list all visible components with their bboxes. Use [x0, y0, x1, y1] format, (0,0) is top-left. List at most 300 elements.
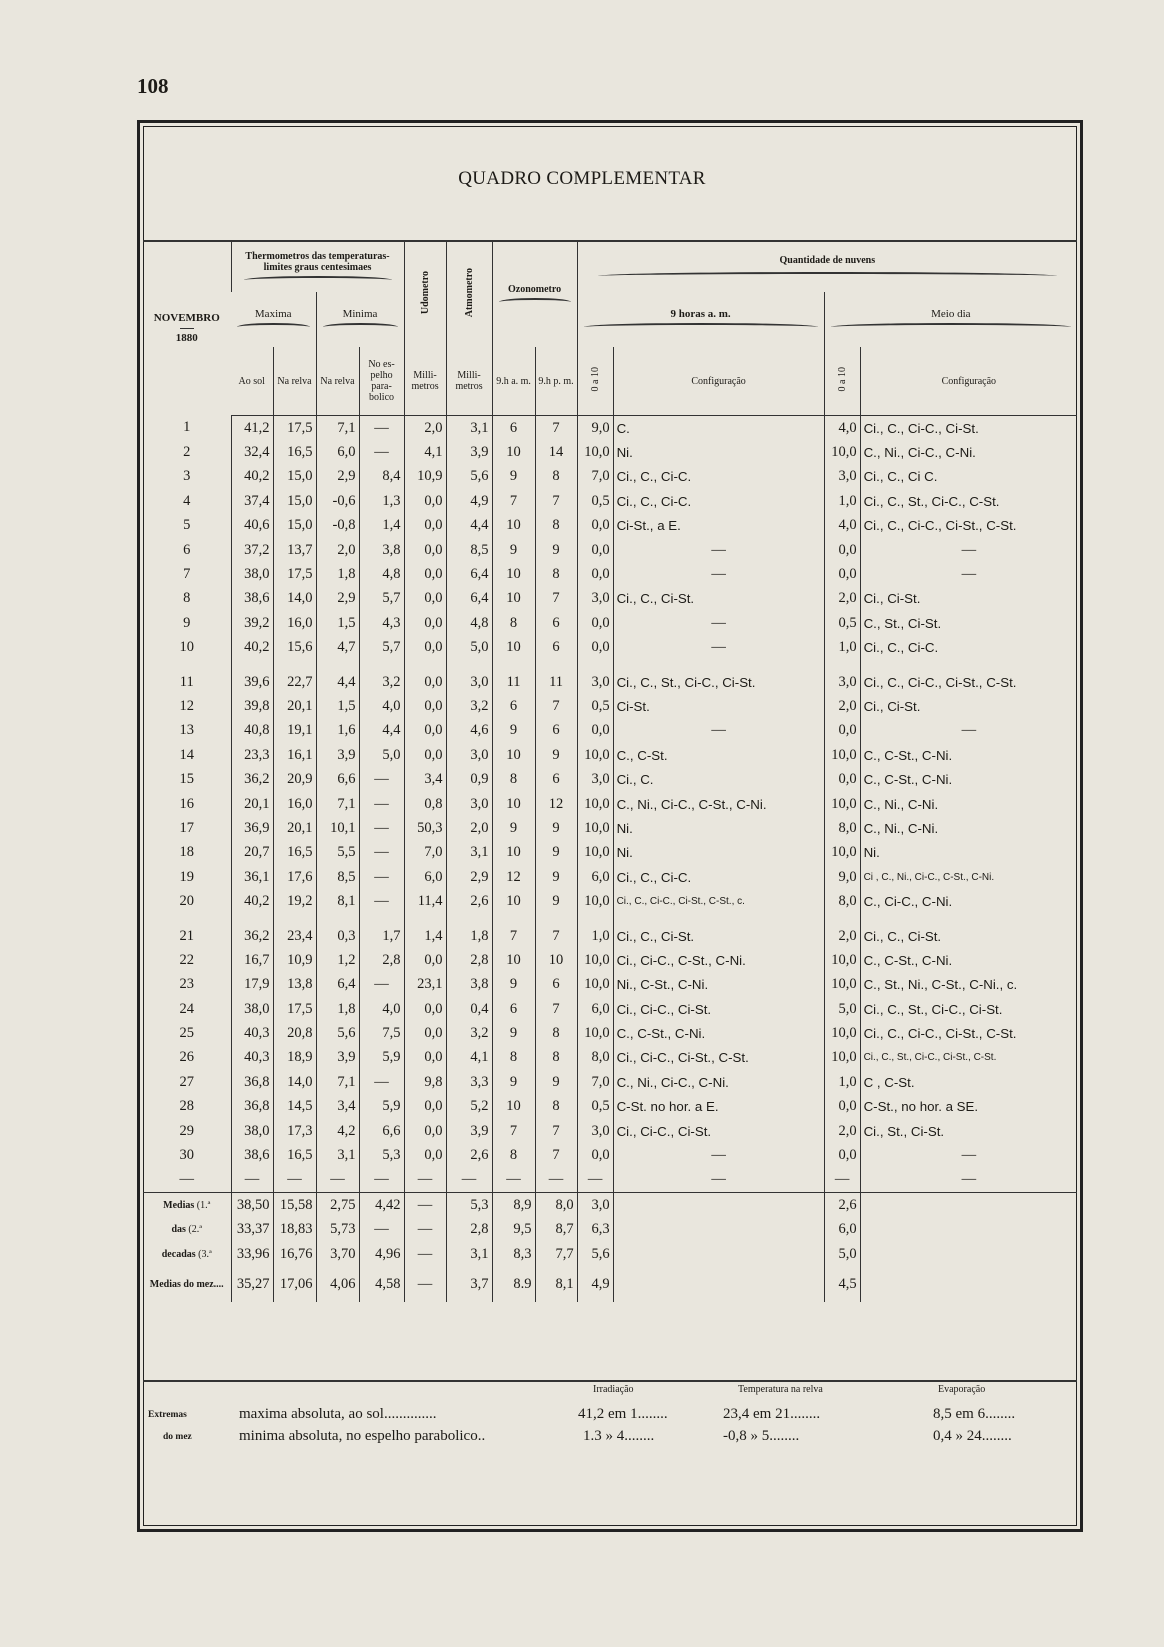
cell-config-md: C., C-St., C-Ni.: [860, 743, 1077, 767]
cell-atmometro: 2,0: [446, 816, 492, 840]
cell-ao-sol: 36,2: [231, 767, 273, 791]
cell-espelho: 2,8: [359, 948, 404, 972]
cell-udometro: 0,0: [404, 948, 446, 972]
mez-mean-cell: 8.9: [492, 1266, 535, 1302]
cell-oz-am: 7: [492, 924, 535, 948]
cell-espelho: 4,4: [359, 719, 404, 743]
decade-mean-row: [143, 1242, 1077, 1266]
cell-na-relva-min: -0,8: [316, 514, 359, 538]
cell-udometro: 0,0: [404, 489, 446, 513]
cell-config-am: Ni.: [613, 816, 824, 840]
cell-nuvens-md: 4,0: [824, 514, 860, 538]
cell-na-relva-max: 13,7: [273, 538, 316, 562]
col-temp-relva: Temperatura na relva: [738, 1384, 823, 1395]
cell-na-relva-min: 4,4: [316, 670, 359, 694]
table-row: [143, 973, 1077, 997]
mean-cell: 3,70: [316, 1242, 359, 1266]
cell-atmometro: 2,6: [446, 889, 492, 913]
max-evaporacao: 8,5 em 6........: [933, 1406, 1016, 1422]
cell-nuvens-am: 0,5: [577, 1095, 613, 1119]
cell-config-am: Ci., Ci-C., Ci-St.: [613, 997, 824, 1021]
cell-espelho: 5,9: [359, 1046, 404, 1070]
cell-espelho: —: [359, 816, 404, 840]
mean-cell: 2,6: [824, 1193, 860, 1218]
cell-config-am: Ni., C-St., C-Ni.: [613, 973, 824, 997]
cell-oz-pm: 7: [535, 489, 577, 513]
mean-cell: —: [404, 1242, 446, 1266]
cell-na-relva-max: 16,1: [273, 743, 316, 767]
cell-na-relva-min: -0,6: [316, 489, 359, 513]
col-0a10-md: 0 a 10: [836, 367, 848, 392]
cell-ao-sol: 37,4: [231, 489, 273, 513]
cell-day: 7: [183, 566, 191, 583]
cell-na-relva-max: 22,7: [273, 670, 316, 694]
table-row: [143, 440, 1077, 464]
cell-nuvens-am: 8,0: [577, 1046, 613, 1070]
cell-oz-am: 9: [492, 973, 535, 997]
cell-config-md: Ci., St., Ci-St.: [860, 1119, 1077, 1143]
cell-atmometro: 0,4: [446, 997, 492, 1021]
cell-ao-sol: 36,8: [231, 1095, 273, 1119]
cell-atmometro: 3,8: [446, 973, 492, 997]
medias-label: das: [171, 1224, 186, 1236]
mean-cell: 5,6: [577, 1242, 613, 1266]
cell-config-am: C., Ni., Ci-C., C-St., C-Ni.: [613, 792, 824, 816]
table-row: [143, 841, 1077, 865]
col-milli-udo: Milli-metros: [404, 347, 446, 416]
cell-oz-pm: 6: [535, 719, 577, 743]
cell-oz-pm: —: [535, 1168, 577, 1193]
cell-config-md: Ci., C., Ci-St.: [860, 924, 1077, 948]
cell-ao-sol: 32,4: [231, 440, 273, 464]
cell-espelho: 7,5: [359, 1021, 404, 1045]
cell-nuvens-md: 10,0: [824, 948, 860, 972]
cell-nuvens-am: 3,0: [577, 670, 613, 694]
page-number: 108: [137, 74, 169, 98]
cell-nuvens-am: 7,0: [577, 1070, 613, 1094]
decade-mean-row: [143, 1193, 1077, 1218]
cell-day: 13: [179, 722, 194, 739]
cell-atmometro: 3,2: [446, 694, 492, 718]
cell-na-relva-min: 3,9: [316, 743, 359, 767]
cell-nuvens-md: 2,0: [824, 1119, 860, 1143]
table-row: [143, 792, 1077, 816]
cell-atmometro: 5,6: [446, 465, 492, 489]
cell-na-relva-max: 20,9: [273, 767, 316, 791]
mean-cell: 9,5: [492, 1218, 535, 1242]
cell-udometro: 23,1: [404, 973, 446, 997]
table-row: [143, 1095, 1077, 1119]
cell-config-am: Ci., Ci-C., C-St., C-Ni.: [613, 948, 824, 972]
cell-oz-am: 10: [492, 440, 535, 464]
table-row: [143, 997, 1077, 1021]
cell-nuvens-md: 10,0: [824, 841, 860, 865]
cell-nuvens-md: 3,0: [824, 670, 860, 694]
cell-nuvens-md: 10,0: [824, 1046, 860, 1070]
cell-day: —: [179, 1171, 194, 1188]
cell-day: 8: [183, 590, 191, 607]
cell-config-md: Ci., C., Ci-C., Ci-St.: [860, 416, 1077, 441]
cell-espelho: —: [359, 792, 404, 816]
cell-ao-sol: 38,0: [231, 997, 273, 1021]
cell-nuvens-md: 0,0: [824, 538, 860, 562]
cell-ao-sol: 40,2: [231, 636, 273, 660]
brace-icon: [584, 323, 818, 331]
cell-udometro: 0,0: [404, 562, 446, 586]
cell-nuvens-am: 3,0: [577, 767, 613, 791]
cell-config-am: C., C-St., C-Ni.: [613, 1021, 824, 1045]
cell-day: 9: [183, 614, 191, 631]
cell-oz-pm: 8: [535, 1046, 577, 1070]
cell-oz-am: 8: [492, 1046, 535, 1070]
do-mez-label: do mez: [163, 1432, 192, 1442]
cell-udometro: 0,0: [404, 611, 446, 635]
month-mean-row: [143, 1266, 1077, 1302]
cell-oz-pm: 7: [535, 694, 577, 718]
cell-nuvens-am: 0,0: [577, 538, 613, 562]
cell-oz-pm: 7: [535, 924, 577, 948]
cell-na-relva-max: 23,4: [273, 924, 316, 948]
cell-na-relva-min: —: [316, 1168, 359, 1193]
cell-ao-sol: 36,9: [231, 816, 273, 840]
cell-udometro: 0,0: [404, 694, 446, 718]
cell-nuvens-md: 8,0: [824, 816, 860, 840]
cell-udometro: 6,0: [404, 865, 446, 889]
cell-ao-sol: 36,2: [231, 924, 273, 948]
cell-day: 24: [179, 1000, 194, 1017]
cell-na-relva-max: 16,5: [273, 1143, 316, 1167]
cell-atmometro: 4,8: [446, 611, 492, 635]
cell-atmometro: 3,3: [446, 1070, 492, 1094]
cell-config-am: Ci., C., Ci-C.: [613, 865, 824, 889]
cell-day: 26: [179, 1049, 194, 1066]
decade-ordinal: (3.ª: [198, 1248, 212, 1260]
mean-cell: 3,1: [446, 1242, 492, 1266]
maxima-heading: Maxima: [254, 307, 292, 320]
cell-day: 4: [183, 492, 191, 509]
cell-na-relva-max: 14,5: [273, 1095, 316, 1119]
cell-nuvens-md: 4,0: [824, 416, 860, 441]
cell-nuvens-md: 9,0: [824, 865, 860, 889]
mean-cell: [613, 1218, 824, 1242]
cell-config-am: —: [613, 719, 824, 743]
cell-oz-pm: 7: [535, 1143, 577, 1167]
cell-na-relva-max: 20,1: [273, 816, 316, 840]
cell-atmometro: 4,1: [446, 1046, 492, 1070]
cell-config-md: Ci., C., Ci-C., Ci-St., C-St.: [860, 514, 1077, 538]
cell-espelho: 5,0: [359, 743, 404, 767]
cell-na-relva-min: 3,4: [316, 1095, 359, 1119]
cell-ao-sol: 40,8: [231, 719, 273, 743]
cell-nuvens-am: 6,0: [577, 865, 613, 889]
cell-ao-sol: 38,6: [231, 587, 273, 611]
medias-label: Medias: [163, 1199, 195, 1211]
cell-na-relva-min: 5,6: [316, 1021, 359, 1045]
col-na-relva-max: Na relva: [273, 347, 316, 416]
cell-na-relva-min: 1,8: [316, 562, 359, 586]
cell-day: 10: [179, 639, 194, 656]
cell-na-relva-max: 15,0: [273, 489, 316, 513]
cell-nuvens-am: 3,0: [577, 587, 613, 611]
cell-udometro: 9,8: [404, 1070, 446, 1094]
cell-udometro: 10,9: [404, 465, 446, 489]
cell-oz-pm: 9: [535, 816, 577, 840]
cell-config-am: C-St. no hor. a E.: [613, 1095, 824, 1119]
row-min-label: minima absoluta, no espelho parabolico..: [239, 1428, 486, 1444]
cell-espelho: 3,2: [359, 670, 404, 694]
month-label: NOVEMBRO: [153, 312, 220, 325]
table-row: [143, 767, 1077, 791]
cell-oz-am: 10: [492, 792, 535, 816]
cell-day: 23: [179, 976, 194, 993]
cell-nuvens-am: 3,0: [577, 1119, 613, 1143]
min-evaporacao: 0,4 » 24........: [933, 1428, 1012, 1444]
col-ao-sol: Ao sol: [231, 347, 273, 416]
cell-oz-pm: 6: [535, 611, 577, 635]
cell-ao-sol: 36,8: [231, 1070, 273, 1094]
cell-udometro: 0,0: [404, 514, 446, 538]
cell-config-md: C., Ni., Ci-C., C-Ni.: [860, 440, 1077, 464]
cell-oz-am: 10: [492, 1095, 535, 1119]
cell-nuvens-md: 2,0: [824, 587, 860, 611]
cell-espelho: —: [359, 440, 404, 464]
cell-config-am: Ci-St., a E.: [613, 514, 824, 538]
cell-oz-pm: 9: [535, 865, 577, 889]
cell-oz-pm: 11: [535, 670, 577, 694]
cell-na-relva-min: 8,5: [316, 865, 359, 889]
decade-ordinal: (1.ª: [196, 1199, 211, 1211]
cell-oz-pm: 14: [535, 440, 577, 464]
cell-oz-am: 10: [492, 587, 535, 611]
cell-na-relva-min: 6,6: [316, 767, 359, 791]
cell-day: 15: [179, 771, 194, 788]
table-row: [143, 1046, 1077, 1070]
cell-oz-pm: 6: [535, 767, 577, 791]
minima-heading: Minima: [342, 307, 378, 320]
cell-day: 6: [183, 541, 191, 558]
mez-mean-cell: [613, 1266, 824, 1302]
cell-na-relva-min: 1,5: [316, 611, 359, 635]
cell-config-am: C., C-St.: [613, 743, 824, 767]
cell-nuvens-md: 1,0: [824, 489, 860, 513]
table-row: [143, 889, 1077, 913]
nuvens-heading: Quantidade de nuvens: [779, 254, 876, 266]
cell-nuvens-am: 10,0: [577, 1021, 613, 1045]
cell-nuvens-md: 1,0: [824, 1070, 860, 1094]
cell-nuvens-am: 0,0: [577, 719, 613, 743]
cell-day: 30: [179, 1147, 194, 1164]
medias-label: decadas: [161, 1248, 196, 1260]
cell-atmometro: 6,4: [446, 587, 492, 611]
cell-nuvens-am: 1,0: [577, 924, 613, 948]
table-row: [143, 1119, 1077, 1143]
cell-atmometro: 3,0: [446, 792, 492, 816]
max-irradiacao: 41,2 em 1........: [578, 1406, 668, 1422]
cell-atmometro: 3,0: [446, 670, 492, 694]
cell-config-md: C., St., Ci-St.: [860, 611, 1077, 635]
cell-atmometro: 2,8: [446, 948, 492, 972]
table-row: [143, 1168, 1077, 1193]
brace-icon: [499, 298, 571, 306]
cell-config-md: C., Ci-C., C-Ni.: [860, 889, 1077, 913]
cell-config-md: Ni.: [860, 841, 1077, 865]
cell-udometro: 0,8: [404, 792, 446, 816]
cell-na-relva-min: 3,9: [316, 1046, 359, 1070]
cell-oz-am: —: [492, 1168, 535, 1193]
mez-mean-cell: 4,06: [316, 1266, 359, 1302]
cell-config-md: —: [860, 719, 1077, 743]
cell-na-relva-max: 14,0: [273, 587, 316, 611]
cell-atmometro: 5,0: [446, 636, 492, 660]
table-row: [143, 489, 1077, 513]
cell-udometro: 2,0: [404, 416, 446, 441]
cell-espelho: 6,6: [359, 1119, 404, 1143]
cell-ao-sol: 40,2: [231, 889, 273, 913]
cell-udometro: 0,0: [404, 1021, 446, 1045]
cell-ao-sol: 38,0: [231, 562, 273, 586]
cell-day: 19: [179, 868, 194, 885]
mez-mean-cell: 4,9: [577, 1266, 613, 1302]
cell-udometro: 3,4: [404, 767, 446, 791]
cell-na-relva-max: 17,5: [273, 562, 316, 586]
cell-nuvens-md: 0,0: [824, 767, 860, 791]
cell-atmometro: 4,9: [446, 489, 492, 513]
cell-udometro: 0,0: [404, 1046, 446, 1070]
table-row: [143, 416, 1077, 441]
cell-config-md: Ci., C., Ci C.: [860, 465, 1077, 489]
mean-cell: 16,76: [273, 1242, 316, 1266]
cell-na-relva-min: 1,8: [316, 997, 359, 1021]
mean-cell: 33,96: [231, 1242, 273, 1266]
table-row: [143, 670, 1077, 694]
cell-day: 3: [183, 468, 191, 485]
cell-config-am: Ci., Ci-C., Ci-St.: [613, 1119, 824, 1143]
cell-espelho: 5,7: [359, 636, 404, 660]
cell-nuvens-md: 8,0: [824, 889, 860, 913]
cell-nuvens-md: 0,0: [824, 562, 860, 586]
cell-day: 11: [179, 673, 194, 690]
year-label: 1880: [175, 332, 198, 345]
mean-cell: 5,73: [316, 1218, 359, 1242]
decade-mean-row: [143, 1218, 1077, 1242]
cell-nuvens-am: 0,0: [577, 514, 613, 538]
col-cfg-md: Configuração: [860, 347, 1077, 416]
cell-oz-am: 8: [492, 611, 535, 635]
cell-oz-am: 11: [492, 670, 535, 694]
cell-day: 25: [179, 1025, 194, 1042]
cell-na-relva-min: 2,9: [316, 587, 359, 611]
medias-mez-label: Medias do mez....: [149, 1278, 224, 1290]
mez-mean-cell: 35,27: [231, 1266, 273, 1302]
cell-config-md: C., St., Ni., C-St., C-Ni., c.: [860, 973, 1077, 997]
cell-config-md: C , C-St.: [860, 1070, 1077, 1094]
mean-cell: 5,0: [824, 1242, 860, 1266]
cell-nuvens-md: 0,5: [824, 611, 860, 635]
cell-oz-am: 9: [492, 1070, 535, 1094]
cell-day: 5: [183, 517, 191, 534]
cell-nuvens-am: 10,0: [577, 440, 613, 464]
mez-mean-cell: 4,5: [824, 1266, 860, 1302]
cell-oz-am: 9: [492, 1021, 535, 1045]
row-max-label: maxima absoluta, ao sol..............: [239, 1406, 437, 1422]
cell-ao-sol: 39,6: [231, 670, 273, 694]
cell-oz-am: 6: [492, 694, 535, 718]
col-espelho: No es-pelho para-bolico: [359, 347, 404, 416]
cell-espelho: 8,4: [359, 465, 404, 489]
cell-espelho: —: [359, 767, 404, 791]
cell-config-am: —: [613, 611, 824, 635]
max-relva: 23,4 em 21........: [723, 1406, 821, 1422]
cell-ao-sol: 40,6: [231, 514, 273, 538]
cell-nuvens-md: 10,0: [824, 1021, 860, 1045]
cell-atmometro: 3,1: [446, 841, 492, 865]
extremas-label: Extremas: [148, 1410, 187, 1420]
cell-oz-am: 9: [492, 465, 535, 489]
cell-ao-sol: 40,2: [231, 465, 273, 489]
cell-oz-am: 10: [492, 889, 535, 913]
table-row: [143, 538, 1077, 562]
cell-udometro: 0,0: [404, 1095, 446, 1119]
cell-atmometro: 1,8: [446, 924, 492, 948]
cell-na-relva-max: 15,0: [273, 514, 316, 538]
cell-oz-pm: 9: [535, 841, 577, 865]
cell-ao-sol: 16,7: [231, 948, 273, 972]
cell-config-md: C., Ni., C-Ni.: [860, 816, 1077, 840]
cell-na-relva-max: 17,5: [273, 997, 316, 1021]
table-row: [143, 694, 1077, 718]
mean-cell: —: [359, 1218, 404, 1242]
cell-na-relva-max: 17,3: [273, 1119, 316, 1143]
mean-cell: 8,7: [535, 1218, 577, 1242]
cell-na-relva-min: 10,1: [316, 816, 359, 840]
cell-day: 17: [179, 819, 194, 836]
cell-na-relva-min: 4,2: [316, 1119, 359, 1143]
mean-cell: 38,50: [231, 1193, 273, 1218]
cell-ao-sol: 39,8: [231, 694, 273, 718]
mean-cell: [613, 1242, 824, 1266]
table-row: [143, 1143, 1077, 1167]
cell-day: 29: [179, 1122, 194, 1139]
cell-config-md: Ci., C., St., Ci-C., C-St.: [860, 489, 1077, 513]
cell-na-relva-min: 2,0: [316, 538, 359, 562]
cell-config-am: —: [613, 636, 824, 660]
cell-na-relva-max: —: [273, 1168, 316, 1193]
cell-config-md: C., Ni., C-Ni.: [860, 792, 1077, 816]
cell-na-relva-max: 19,2: [273, 889, 316, 913]
cell-oz-pm: 9: [535, 889, 577, 913]
col-irradiacao: Irradiação: [593, 1384, 634, 1395]
mean-cell: 7,7: [535, 1242, 577, 1266]
mean-cell: 2,75: [316, 1193, 359, 1218]
cell-config-am: C.: [613, 416, 824, 441]
table-row: [143, 611, 1077, 635]
cell-ao-sol: —: [231, 1168, 273, 1193]
cell-na-relva-max: 10,9: [273, 948, 316, 972]
cell-nuvens-am: 0,0: [577, 611, 613, 635]
cell-nuvens-md: 2,0: [824, 694, 860, 718]
cell-nuvens-am: 0,5: [577, 489, 613, 513]
cell-udometro: 0,0: [404, 538, 446, 562]
cell-day: 27: [179, 1073, 194, 1090]
cell-espelho: 5,3: [359, 1143, 404, 1167]
cell-config-md: C-St., no hor. a SE.: [860, 1095, 1077, 1119]
col-cfg-am: Configuração: [613, 347, 824, 416]
cell-ao-sol: 17,9: [231, 973, 273, 997]
cell-config-md: Ci , C., Ni., Ci-C., C-St., C-Ni.: [860, 865, 1077, 889]
cell-espelho: 1,4: [359, 514, 404, 538]
cell-espelho: —: [359, 416, 404, 441]
cell-na-relva-min: 6,4: [316, 973, 359, 997]
